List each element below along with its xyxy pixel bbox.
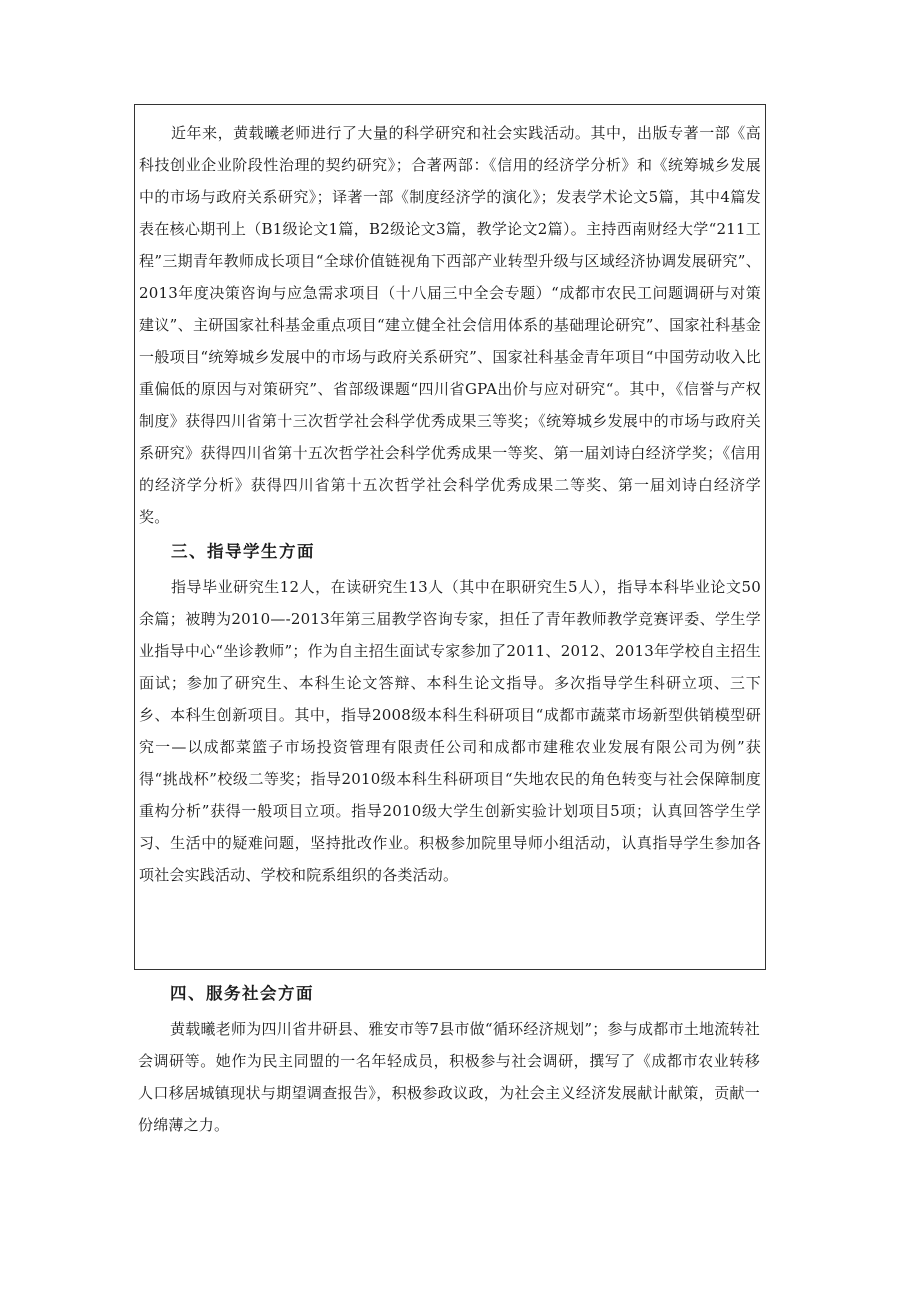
research-paragraph: 近年来，黄载曦老师进行了大量的科学研究和社会实践活动。其中，出版专著一部《高科技创业企业阶段性治理的契约研究》；合著两部：《信用的经济学分析》和《统筹城乡发展中的市场与政府关系研究》；译著一部《制度经济学的演化》；发表学术论文5篇，其中4篇发表在核心期刊上（B1级论文1篇，B2级论文3篇，教学论文2篇）。主持西南财经大学“211工程”三期青年教师成长项目“全球价值链视角下西部产业转型升级与区域经济协调发展研究”、2013年度决策咨询与应急需求项目（十八届三中全会专题）“成都市农民工问题调研与对策建议”、主研国家社科基金重点项目“建立健全社会信用体系的基础理论研究”、国家社科基金一般项目“统筹城乡发展中的市场与政府关系研究”、国家社科基金青年项目“中国劳动收入比重偏低的原因与对策研究”、省部级课题“四川省GPA出价与应对研究“。其中，《信誉与产权制度》获得四川省第十三次哲学社会科学优秀成果三等奖；《统筹城乡发展中的市场与政府关系研究》获得四川省第十五次哲学社会科学优秀成果一等奖、第一届刘诗白经济学奖；《信用的经济学分析》获得四川省第十五次哲学社会科学优秀成果二等奖、第一届刘诗白经济学奖。 bbox=[139, 124, 761, 526]
service-section-heading: 四、服务社会方面 bbox=[170, 984, 314, 1003]
students-section-heading: 三、指导学生方面 bbox=[171, 542, 315, 561]
service-paragraph: 黄载曦老师为四川省井研县、雅安市等7县市做“循环经济规划”；参与成都市土地流转社会调研等。她作为民主同盟的一名年轻成员，积极参与社会调研，撰写了《成都市农业转移人口移居城镇现状与期望调查报告》，积极参政议政，为社会主义经济发展献计献策，贡献一份绵薄之力。 bbox=[138, 1020, 760, 1134]
students-paragraph: 指导毕业研究生12人，在读研究生13人（其中在职研究生5人），指导本科毕业论文50余篇；被聘为2010—-2013年第三届教学咨询专家，担任了青年教师教学竞赛评委、学生学业指导中心“坐诊教师”；作为自主招生面试专家参加了2011、2012、2013年学校自主招生面试；参加了研究生、本科生论文答辩、本科生论文指导。多次指导学生科研立项、三下乡、本科生创新项目。其中，指导2008级本科生科研项目“成都市蔬菜市场新型供销模型研究一—以成都菜篮子市场投资管理有限责任公司和成都市建稚农业发展有限公司为例”获得“挑战杯”校级二等奖；指导2010级本科生科研项目“失地农民的角色转变与社会保障制度重构分析”获得一般项目立项。指导2010级大学生创新实验计划项目5项；认真回答学生学习、生活中的疑难问题，坚持批改作业。积极参加院里导师小组活动，认真指导学生参加各项社会实践活动、学校和院系组织的各类活动。 bbox=[139, 578, 761, 884]
bordered-content-box bbox=[134, 104, 766, 970]
service-section bbox=[138, 975, 768, 1141]
